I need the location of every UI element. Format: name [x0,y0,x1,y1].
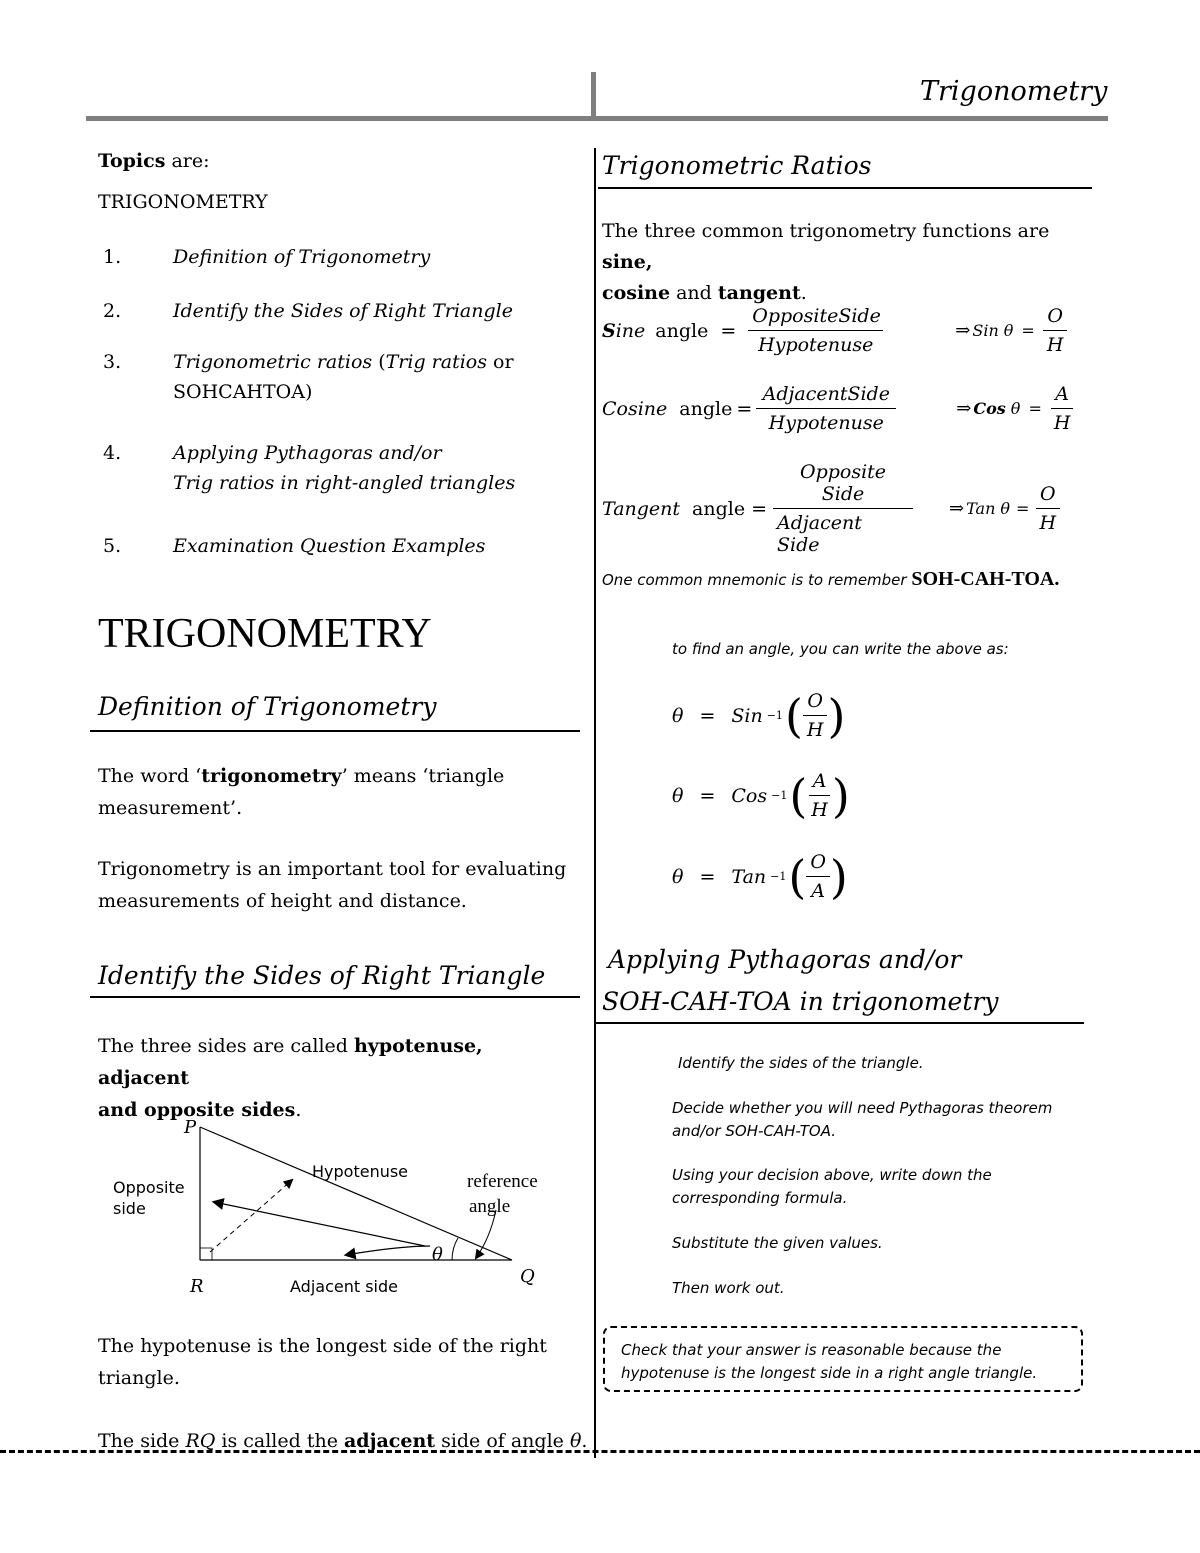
adj-p-g: . [581,1430,588,1452]
toc-item-3-b: ( [372,351,386,373]
adj-p-c: is called the [215,1430,344,1452]
ratios-title: Trigonometric Ratios [602,151,872,180]
toc-item-1: Definition of Trigonometry [173,246,431,268]
mnemonic-b: SOH-CAH-TOA. [911,568,1060,590]
inv-cos-den: H [811,799,828,821]
adj-p-d: adjacent [344,1430,436,1452]
toc-item-2: Identify the Sides of Right Triangle [173,300,513,322]
inv-cos-theta: θ [672,784,684,807]
def-p1-d: measurement’. [98,797,243,819]
label-opposite-1: Opposite [113,1178,185,1197]
ratios-intro-f: . [800,282,807,304]
sides-intro-c: and opposite sides [98,1099,296,1121]
toc-item-4-b: Trig ratios in right-angled triangles [173,472,516,494]
inv-sine-fn: Sin [731,704,763,727]
label-theta: θ [432,1244,443,1265]
inv-sine-rparen: ) [827,688,846,743]
step-2: Decide whether you will need Pythagoras theorem and/or SOH-CAH-TOA. [672,1099,1053,1140]
header-rule [86,116,1108,121]
toc-item-5: Examination Question Examples [173,535,486,557]
cosine-d2: H [1053,412,1071,434]
definition-title: Definition of Trigonometry [98,692,437,721]
inv-cos-rparen: ) [831,768,850,823]
sine-theta: θ [1003,321,1014,340]
inverse-tangent [672,851,848,902]
toc-item-3-a: Trigonometric ratios [173,351,373,373]
toc-num-5: 5. [103,535,122,557]
inv-tan-theta: θ [672,865,684,888]
sine-eq: = [720,319,737,342]
tangent-name: Tangent [602,497,681,520]
label-opposite-2: side [113,1199,146,1218]
inv-tan-fraction [806,851,830,902]
ratios-intro-d: and [670,282,718,304]
hypotenuse-paragraph [98,1330,578,1394]
tangent-den: Adjacent Side [777,512,862,556]
cosine-word: angle [679,397,733,420]
tangent-d2: H [1039,512,1057,534]
hyp-p-a: The hypotenuse is the longest side of the right [98,1335,547,1357]
cosine-eq: = [736,397,753,420]
sine-den: Hypotenuse [758,334,874,356]
label-hypotenuse: Hypotenuse [312,1162,409,1181]
tangent-eq: = [751,497,768,520]
cosine-name: Cosine [602,397,668,420]
topics-label [98,150,210,172]
adj-p-a: The side [98,1430,186,1452]
inv-tan-exp: −1 [770,870,787,883]
cosine-fraction-2 [1050,383,1075,434]
inv-tan-den: A [811,880,825,902]
inv-tan-lparen: ( [788,849,807,904]
cosine-den: Hypotenuse [768,412,884,434]
tangent-arrow: ⇒ [949,498,965,519]
adjacent-paragraph [98,1425,588,1457]
sides-intro-a: The three sides are called [98,1035,354,1057]
def-p1-a: The word ‘ [98,765,202,787]
cosine-theta: θ [1010,399,1021,418]
sides-title: Identify the Sides of Right Triangle [98,961,546,990]
inverse-sine [672,690,845,741]
column-divider [594,148,596,1458]
label-reference-2: angle [469,1196,511,1217]
cosine-fraction [756,383,896,434]
inv-cos-lparen: ( [789,768,808,823]
label-p: P [184,1117,197,1138]
def-p2-a: Trigonometry is an important tool for evaluating [98,858,567,880]
cosine-num: AdjacentSide [756,383,896,409]
toc-item-3-c: Trig ratios [385,351,487,373]
header-title: Trigonometry [920,76,1108,107]
def-p1-b: trigonometry [201,765,342,787]
adj-p-e: side of angle [435,1430,570,1452]
sine-fraction-2 [1043,305,1068,356]
cosine-eq2: = [1028,399,1042,418]
mnemonic-a: One common mnemonic is to remember [602,571,912,589]
toc-heading: TRIGONOMETRY [98,191,268,213]
step-1: Identify the sides of the triangle. [678,1054,924,1072]
inv-sine-den: H [806,719,824,741]
ratios-intro [602,216,1097,309]
reference-angle-arrow [476,1210,496,1258]
adj-p-b: RQ [185,1430,216,1452]
inverse-cosine [672,770,850,821]
adjacent-arrow [346,1246,430,1255]
applying-title-1: Applying Pythagoras and/or [608,945,962,974]
inv-tan-rparen: ) [829,849,848,904]
check-box [603,1326,1083,1392]
ratios-intro-b: sine, [602,251,653,273]
hyp-p-b: triangle. [98,1367,180,1389]
inv-sine-fraction [803,690,828,741]
applying-title-2: SOH-CAH-TOA in trigonometry [602,987,999,1016]
find-angle-text: to find an angle, you can write the above as: [672,640,1009,658]
sides-intro-d: . [295,1099,302,1121]
angle-arc [452,1238,458,1260]
inv-cos-num: A [809,770,831,796]
tangent-fn: Tan [966,499,996,518]
sine-num: OppositeSide [748,305,883,331]
sine-name-a: S [602,319,616,342]
sine-n2: O [1043,305,1067,331]
cosine-fn: Cos [973,399,1006,418]
cosine-formula [602,383,1074,434]
inv-tan-fn: Tan [731,865,767,888]
sine-fraction [748,305,883,356]
tangent-fraction [773,461,913,556]
inv-sine-num: O [803,690,827,716]
step-4: Substitute the given values. [672,1234,883,1252]
label-r: R [190,1276,204,1297]
sine-word: angle [655,319,709,342]
right-triangle-diagram [100,1110,560,1310]
tangent-n2: O [1036,483,1060,509]
sine-arrow: ⇒ [955,320,971,341]
hypotenuse-line [200,1127,512,1260]
inv-sine-lparen: ( [784,688,803,743]
applying-rule [596,1022,1084,1024]
inv-cos-fn: Cos [731,784,768,807]
toc-num-4: 4. [103,442,122,464]
tangent-num: Opposite Side [773,461,913,509]
inv-cos-eq: = [699,784,716,807]
tangent-formula [602,461,1060,556]
sides-rule [90,996,580,998]
def-p1-c: ’ means ‘triangle [341,765,505,787]
tangent-fraction-2 [1035,483,1060,534]
ratios-intro-a: The three common trigonometry functions are [602,220,1050,242]
ratios-rule [598,187,1092,189]
tangent-word: angle [692,497,746,520]
label-adjacent: Adjacent side [290,1277,398,1296]
inv-sine-eq: = [699,704,716,727]
right-angle-marker [200,1248,212,1260]
inv-sine-theta: θ [672,704,684,727]
toc-item-4 [173,438,515,498]
tangent-eq2: = [1016,499,1030,518]
toc-item-3 [173,347,514,407]
inv-tan-num: O [806,851,830,877]
toc-item-3-e: SOHCAHTOA) [173,381,313,403]
sine-name-b: ine [615,319,646,342]
sine-d2: H [1046,334,1064,356]
sine-eq2: = [1021,321,1035,340]
inv-sine-exp: −1 [766,709,783,722]
sine-fn: Sin [972,321,999,340]
toc-item-3-d: or [486,351,514,373]
topics-rest: are: [165,150,210,172]
opposite-arrow [214,1202,425,1246]
cosine-arrow: ⇒ [956,398,972,419]
definition-rule [90,730,580,732]
inv-tan-eq: = [699,865,716,888]
check-text: Check that your answer is reasonable because the hypotenuse is the longest side in a right angle triangle. [621,1341,1038,1382]
sides-intro-b: hypotenuse, adjacent [98,1035,483,1089]
sine-formula [602,305,1067,356]
step-3: Using your decision above, write down the corresponding formula. [672,1166,992,1207]
step-5: Then work out. [672,1279,785,1297]
toc-num-2: 2. [103,300,122,322]
cosine-n2: A [1051,383,1073,409]
label-reference-1: reference [467,1171,538,1192]
adj-p-f: θ [569,1430,582,1452]
inv-cos-fraction [807,770,832,821]
def-p2-b: measurements of height and distance. [98,890,467,912]
main-title: TRIGONOMETRY [98,611,432,657]
definition-p1 [98,760,578,824]
header-divider-tick [591,72,596,118]
tangent-theta: θ [1000,499,1011,518]
definition-p2 [98,853,578,917]
ratios-intro-c: cosine [602,282,671,304]
toc-item-4-a: Applying Pythagoras and/or [173,442,442,464]
mnemonic-line [602,568,1059,591]
toc-num-3: 3. [103,351,122,373]
toc-num-1: 1. [103,246,122,268]
ratios-intro-e: tangent [717,282,801,304]
topics-bold: Topics [98,150,166,172]
label-q: Q [520,1266,535,1287]
inv-cos-exp: −1 [771,789,788,802]
